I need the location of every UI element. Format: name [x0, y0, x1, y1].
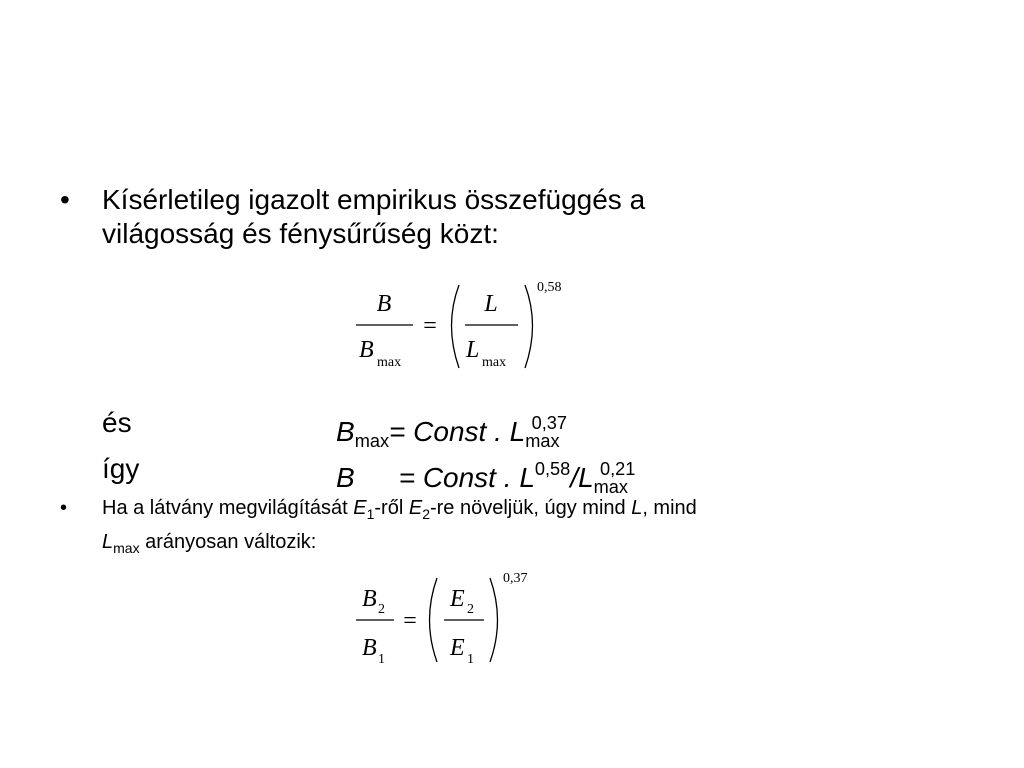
eq-igy-L-sup: 0,58	[534, 459, 571, 479]
f1-right-paren	[525, 285, 533, 368]
bullet-illumination-text	[102, 494, 960, 562]
eq-igy-mid: = Const .	[398, 461, 520, 493]
f2-equals: =	[403, 608, 417, 634]
equation-es-expression	[336, 406, 567, 458]
equation-es-word: és	[102, 407, 132, 438]
b2-E2-sub: 2	[422, 505, 430, 522]
bullet-intro-line2: világosság és fénysűrűség közt:	[102, 218, 499, 249]
f1-lhs-denominator-sub: max	[377, 355, 402, 370]
eq-es-mid: = Const .	[389, 415, 510, 447]
f1-lhs-denominator: B	[359, 337, 374, 363]
f2-lhs-denominator: B	[362, 635, 377, 661]
eq-igy-L2: L	[578, 461, 594, 493]
f1-exponent: 0,58	[537, 280, 562, 295]
eq-igy-slash: /	[570, 461, 579, 493]
f2-right-paren	[490, 578, 498, 662]
b2-L2-sub: max	[113, 539, 140, 556]
bullet-intro-text	[102, 183, 960, 251]
b2-E1-sub: 1	[366, 505, 375, 522]
b2-L2: L	[102, 530, 114, 553]
eq-es-L: L	[509, 415, 526, 447]
b2-text-1: Ha a látvány megvilágítását	[102, 497, 354, 519]
f1-rhs-denominator: L	[466, 337, 480, 363]
b2-E2: E	[408, 497, 423, 519]
eq-es-B-sub: max	[354, 431, 390, 452]
bullet-illumination	[60, 494, 960, 562]
f2-rhs-numerator: E	[450, 586, 465, 612]
f1-equals: =	[423, 313, 437, 339]
f2-lhs-numerator-sub: 2	[378, 602, 385, 617]
bullet-dot: •	[60, 184, 70, 215]
f2-exponent: 0,37	[503, 571, 528, 586]
f2-lhs-denominator-sub: 1	[378, 652, 385, 667]
eq-igy-L: L	[519, 461, 535, 493]
eq-igy-L2-sub: max	[593, 477, 629, 498]
f2-rhs-numerator-sub: 2	[467, 602, 474, 617]
b2-text-3: -re növeljük, úgy mind	[429, 497, 632, 519]
eq-es-B: B	[336, 415, 355, 447]
f2-rhs-denominator-sub: 1	[467, 652, 474, 667]
f1-rhs-denominator-sub: max	[482, 355, 507, 370]
f1-left-paren	[452, 285, 460, 368]
bullet-dot-2: •	[60, 497, 68, 519]
f1-rhs-numerator: L	[484, 291, 498, 317]
f1-lhs-numerator: B	[376, 291, 392, 317]
eq-igy-L2-sup: 0,21	[600, 459, 636, 479]
f2-lhs-numerator: B	[362, 586, 377, 612]
b2-text-5: arányosan változik:	[139, 530, 317, 553]
b2-text-2: -ről	[374, 497, 409, 519]
eq-es-L-sub: max	[525, 431, 560, 452]
b2-E1: E	[353, 497, 367, 519]
eq-es-L-sup: 0,37	[531, 413, 568, 433]
equation-igy-word: így	[102, 453, 140, 484]
f2-left-paren	[430, 578, 438, 662]
b2-L: L	[631, 497, 643, 519]
eq-igy-B: B	[336, 461, 355, 493]
bullet-intro	[60, 183, 960, 251]
f2-rhs-denominator: E	[450, 635, 465, 661]
bullet-intro-line1: Kísérletileg igazolt empirikus összefüggés a	[102, 184, 646, 215]
b2-text-4: , mind	[642, 497, 697, 519]
